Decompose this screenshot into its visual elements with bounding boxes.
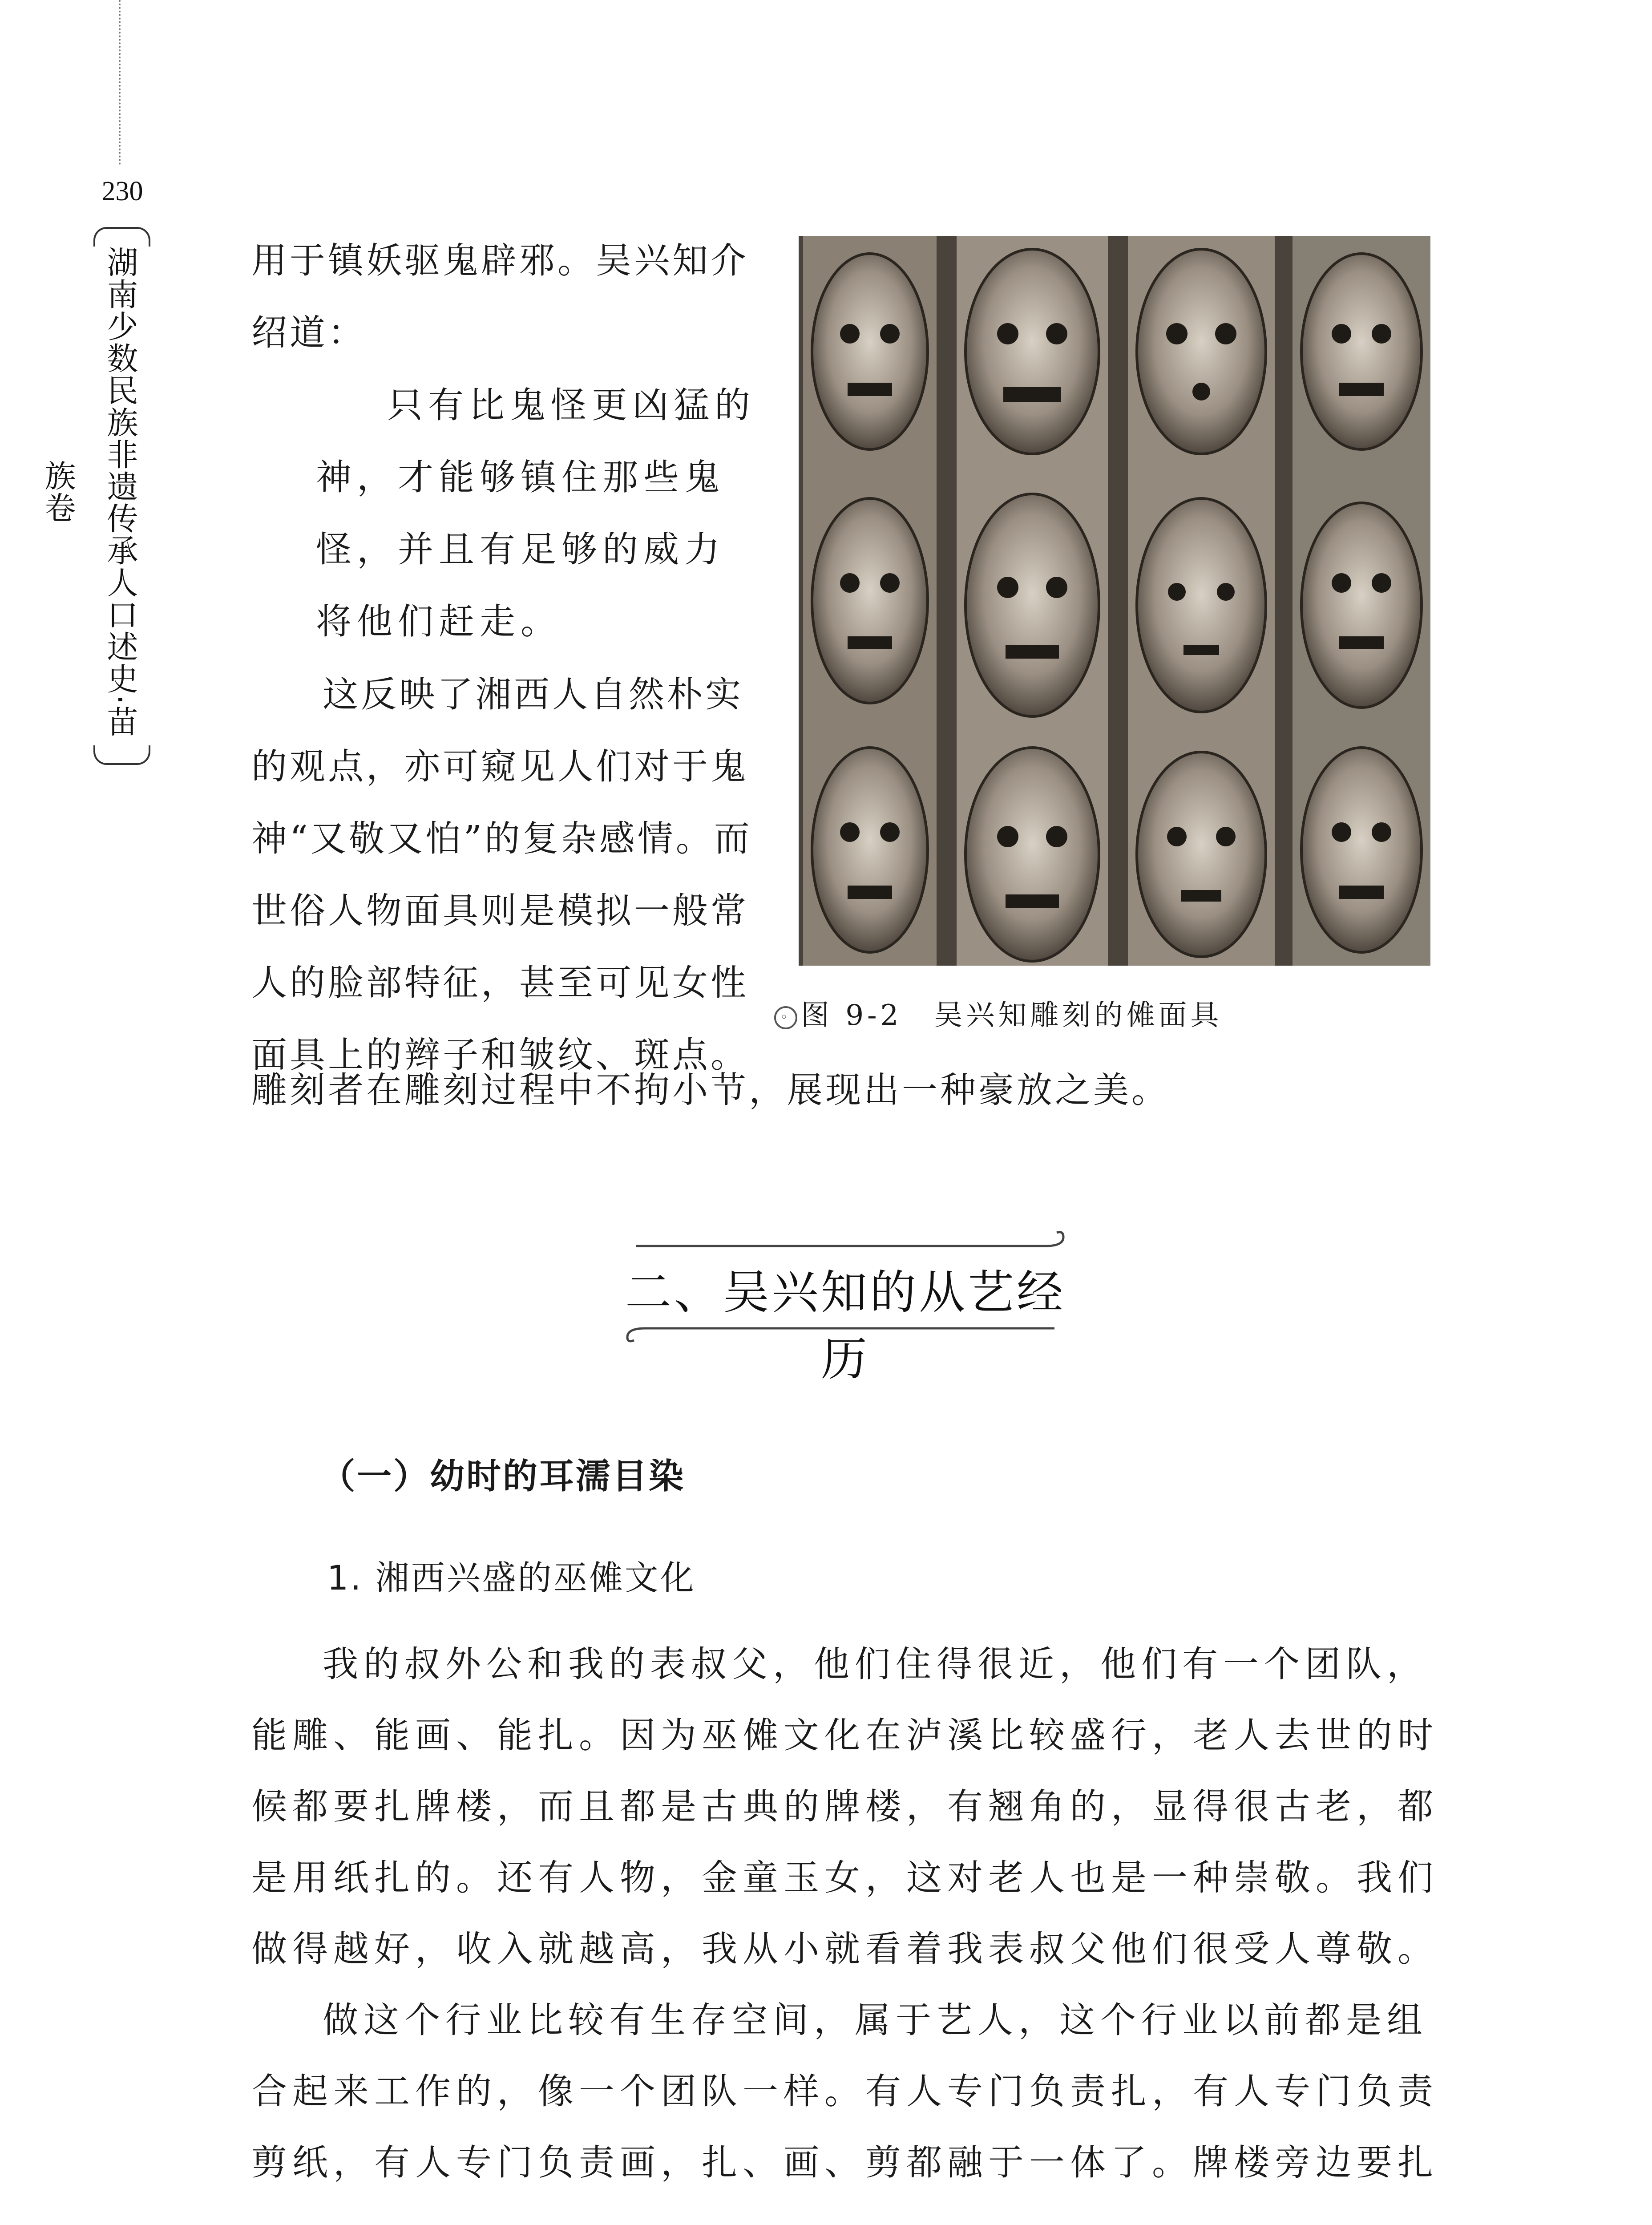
paragraph-1: 我的叔外公和我的表叔父，他们住得很近，他们有一个团队，能雕、能画、能扎。因为巫傩文化在泸溪比较盛行，老人去世的时候都要扎牌楼，而且都是古典的牌楼，有翘角的，显得很古老，都是用纸扎的。还有人物，金童玉女，这对老人也是一种崇敬。我们做得越好，收入就越高，我从小就看着我表叔父他们很受人尊敬。 — [251, 1643, 1438, 1970]
paragraph-reflection-end: 雕刻者在雕刻过程中不拘小节，展现出一种豪放之美。 — [251, 1069, 1170, 1111]
paragraph-intro: 用于镇妖驱鬼辟邪。吴兴知介绍道： — [251, 240, 749, 353]
section-heading-title: 二、吴兴知的从艺经历 — [625, 1265, 1066, 1386]
margin-dotted-line-top — [119, 0, 121, 165]
figure-caption-text: 图 9-2 吴兴知雕刻的傩面具 — [801, 999, 1223, 1032]
running-book-title: 湖南少数民族非遗传承人口述史·苗族卷 — [40, 246, 138, 738]
page-number: 230 — [101, 176, 143, 206]
paragraph-2: 做这个行业比较有生存空间，属于艺人，这个行业以前都是组合起来工作的，像一个团队一样。有人专门负责扎，有人专门负责剪纸，有人专门负责画，扎、画、剪都融于一体了。牌楼旁边要扎 — [251, 1999, 1438, 2183]
figure-caption — [774, 992, 1442, 1033]
subsection-heading: （一）幼时的耳濡目染 — [320, 1456, 686, 1497]
quote-block: 只有比鬼怪更凶猛的神，才能够镇住那些鬼怪，并且有足够的威力将他们赶走。 — [316, 384, 755, 642]
camera-icon: ◦ — [774, 1006, 797, 1029]
paragraph-reflection: 这反映了湘西人自然朴实的观点，亦可窥见人们对于鬼神“又敬又怕”的复杂感情。而世俗人物面具则是模拟一般常人的脸部特征，甚至可见女性面具上的辫子和皱纹、斑点。 — [251, 674, 752, 1076]
title-bracket-bottom — [93, 745, 150, 765]
nuo-mask-photo — [799, 236, 1430, 966]
section-heading — [618, 1228, 1072, 1386]
sub-subsection-heading: 1. 湘西兴盛的巫傩文化 — [327, 1558, 696, 1598]
